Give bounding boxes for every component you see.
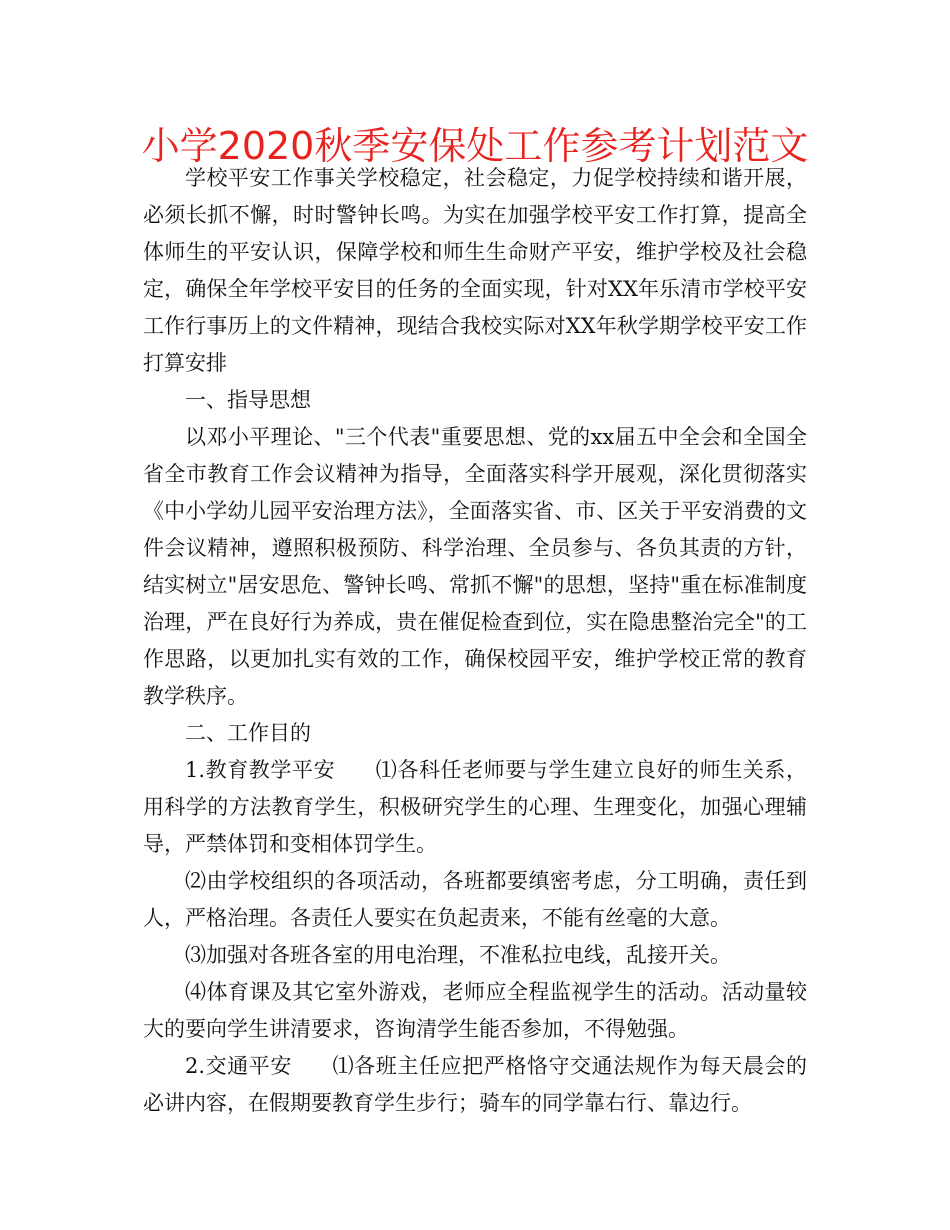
subheading-teaching-safety: 1.教育教学平安 <box>185 758 336 782</box>
paragraph-intro <box>143 160 807 382</box>
paragraph-text: 二、工作目的 <box>185 721 311 745</box>
paragraph-text: 以邓小平理论、"三个代表"重要思想、党的xx届五中全会和全国全省全市教育工作会议精神为指导，全面落实科学开展观，深化贯彻落实《中小学幼儿园平安治理方法》，全面落实省、市、区关于平安消费的文件会议精神，遵照积极预防、科学治理、全员参与、各负其责的方针，结实树立"居安思危、警钟长鸣、常抓不懈"的思想，坚持"重在标准制度治理，严在良好行为养成，贵在催促检查到位，实在隐患整治完全"的工作思路，以更加扎实有效的工作，确保校园平安，维护学校正常的教育教学秩序。 <box>143 425 807 708</box>
paragraph-pe-class <box>143 974 807 1048</box>
paragraph-text: ⑶加强对各班各室的用电治理，不准私拉电线，乱接开关。 <box>185 943 731 967</box>
document-title: 小学2020秋季安保处工作参考计划范文 <box>141 124 809 168</box>
section-heading-work-goals <box>143 715 807 752</box>
paragraph-traffic-safety <box>143 1048 807 1122</box>
paragraph-electricity <box>143 937 807 974</box>
paragraph-text: ⑵由学校组织的各项活动，各班都要缜密考虑，分工明确，责任到人，严格治理。各责任人要实在负起责来，不能有丝毫的大意。 <box>143 869 807 930</box>
section-heading-guiding-ideology <box>143 382 807 419</box>
subheading-traffic-safety: 2.交通平安 <box>185 1054 292 1078</box>
paragraph-text: ⑴各班主任应把严格恪守交通法规作为每天晨会的必讲内容，在假期要教育学生步行；骑车的同学靠右行、靠边行。 <box>143 1054 807 1115</box>
paragraph-teaching-safety <box>143 752 807 863</box>
paragraph-text: 一、指导思想 <box>185 388 311 412</box>
paragraph-guiding-ideology <box>143 419 807 715</box>
paragraph-activities <box>143 863 807 937</box>
paragraph-text: ⑴各科任老师要与学生建立良好的师生关系，用科学的方法教育学生，积极研究学生的心理、生理变化，加强心理辅导，严禁体罚和变相体罚学生。 <box>143 758 807 856</box>
paragraph-text: 学校平安工作事关学校稳定，社会稳定，力促学校持续和谐开展，必须长抓不懈，时时警钟长鸣。为实在加强学校平安工作打算，提高全体师生的平安认识，保障学校和师生生命财产平安，维护学校及社会稳定，确保全年学校平安目的任务的全面实现，针对XX年乐清市学校平安工作行事历上的文件精神，现结合我校实际对XX年秋学期学校平安工作打算安排 <box>143 166 807 375</box>
paragraph-text: ⑷体育课及其它室外游戏，老师应全程监视学生的活动。活动量较大的要向学生讲清要求，咨询清学生能否参加，不得勉强。 <box>143 980 807 1041</box>
document-body <box>143 160 807 1122</box>
